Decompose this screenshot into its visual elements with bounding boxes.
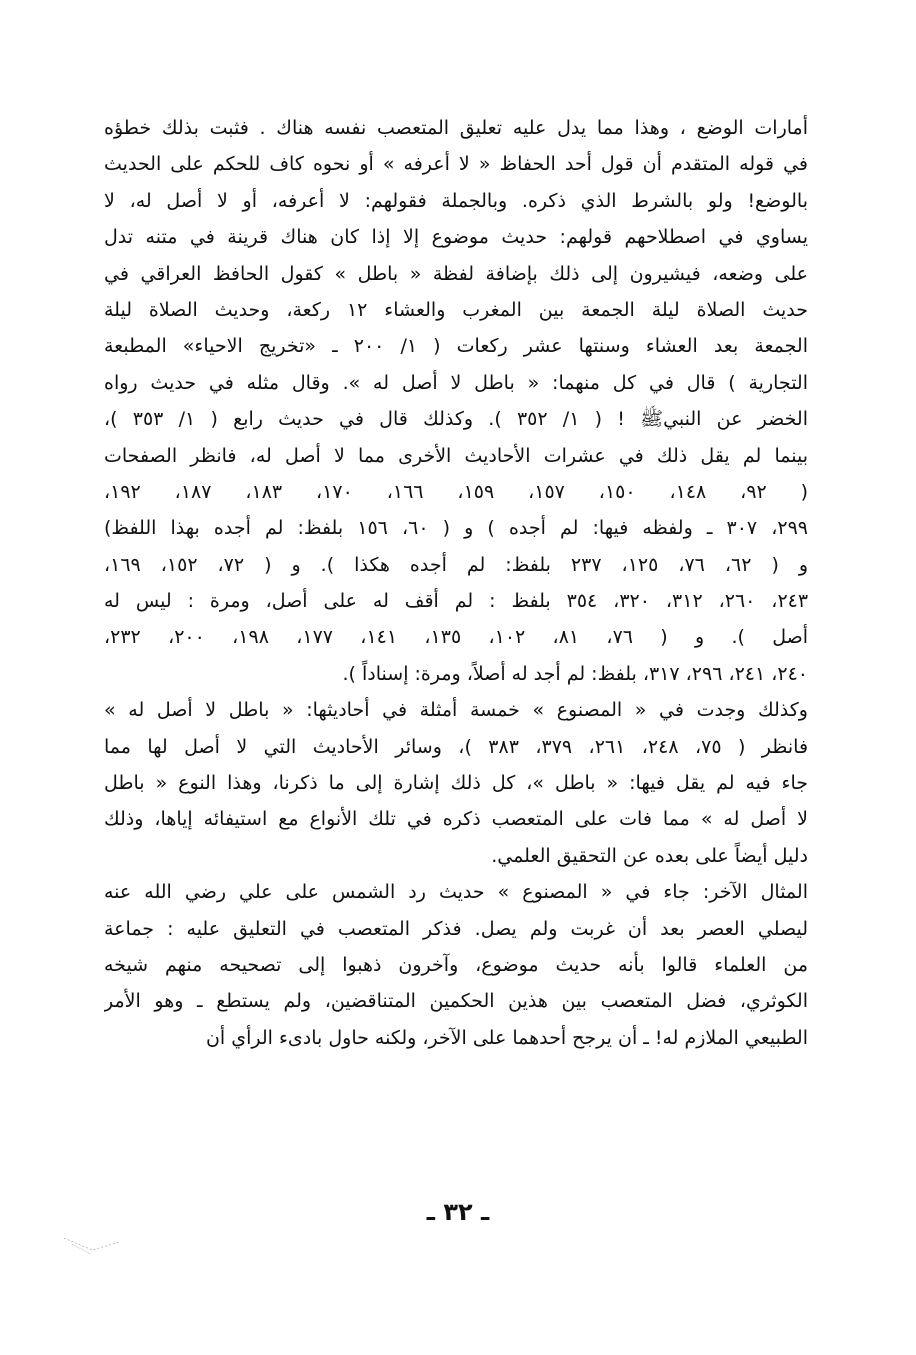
- text-line: حديث الصلاة ليلة الجمعة بين المغرب والعشاء ١٢ ركعة، وحديث الصلاة ليلة: [104, 298, 808, 321]
- text-line: المثال الآخر: جاء في « المصنوع » حديث رد الشمس على علي رضي الله عنه: [104, 881, 808, 904]
- text-line: يساوي في اصطلاحهم قولهم: حديث موضوع إلا إذا كان هناك قرينة في متنه تدل: [104, 226, 808, 249]
- text-line: وكذلك وجدت في « المصنوع » خمسة أمثلة في أحاديثها: « باطل لا أصل له »: [104, 699, 808, 722]
- text-line: ٢٤٣، ٢٦٠، ٣١٢، ٣٢٠، ٣٥٤ بلفظ : لم أقف له على أصل، ومرة : ليس له: [104, 590, 808, 613]
- text-line: بالوضع! ولو بالشرط الذي ذكره. وبالجملة فقولهم: لا أعرفه، أو لا أصل له، لا: [104, 189, 808, 212]
- page-number: ـ ٣٢ ـ: [426, 1198, 490, 1226]
- text-line: الطبيعي الملازم له! ـ أن يرجح أحدهما على الآخر، ولكنه حاول بادىء الرأي أن: [205, 1026, 808, 1049]
- text-line: جاء فيه لم يقل فيها: « باطل »، كل ذلك إشارة إلى ما ذكرنا، وهذا النوع « باطل: [104, 772, 808, 795]
- text-line: في قوله المتقدم أن قول أحد الحفاظ « لا أعرفه » أو نحوه كاف للحكم على الحديث: [104, 153, 808, 176]
- text-line: فانظر ( ٧٥، ٢٤٨، ٢٦١، ٣٧٩، ٣٨٣ )، وسائر الأحاديث التي لا أصل لها مما: [104, 735, 808, 758]
- text-line: التجارية ) قال في كل منهما: « باطل لا أصل له ». وقال مثله في حديث رواه: [104, 371, 808, 394]
- text-line: لا أصل له » مما فات على المتعصب ذكره في تلك الأنواع مع استيفائه إياها، وذلك: [104, 808, 808, 831]
- text-line: ٢٤٠، ٢٤١، ٢٩٦، ٣١٧، بلفظ: لم أجد له أصلاً، ومرة: إسناداً ).: [342, 662, 808, 685]
- text-line: من العلماء قالوا بأنه حديث موضوع، وآخرون ذهبوا إلى تصحيحه منهم شيخه: [104, 953, 808, 976]
- text-line: أصل ). و ( ٧٦، ٨١، ١٠٢، ١٣٥، ١٤١، ١٧٧، ١٩٨، ٢٠٠، ٢٣٢،: [104, 626, 808, 649]
- text-line: أمارات الوضع ، وهذا مما يدل عليه تعليق المتعصب نفسه هناك . فثبت بذلك خطؤه: [104, 117, 808, 139]
- main-text: [104, 110, 808, 1056]
- text-line: ( ٩٢، ١٤٨، ١٥٠، ١٥٧، ١٥٩، ١٦٦، ١٧٠، ١٨٣، ١٨٧، ١٩٢،: [104, 480, 808, 503]
- text-line: و ( ٦٢، ٧٦، ١٢٥، ٢٣٧ بلفظ: لم أجده هكذا ). و ( ٧٢، ١٥٢، ١٦٩،: [104, 553, 808, 576]
- text-line: الخضر عن النبيﷺ ! ( ١/ ٣٥٢ ). وكذلك قال في حديث رابع ( ١/ ٣٥٣ )،: [104, 408, 808, 431]
- scan-artifact-mark: [62, 1232, 122, 1272]
- paragraph: [104, 110, 808, 692]
- paragraph: [104, 692, 808, 874]
- text-line: بينما لم يقل ذلك في عشرات الأحاديث الأخرى مما لا أصل له، فانظر الصفحات: [104, 444, 808, 467]
- text-line: ٢٩٩، ٣٠٧ ـ ولفظه فيها: لم أجده ) و ( ٦٠، ١٥٦ بلفظ: لم أجده بهذا اللفظ): [104, 517, 808, 540]
- text-line: الجمعة بعد العشاء وسنتها عشر ركعات ( ١/ ٢٠٠ ـ «تخريج الاحياء» المطبعة: [104, 335, 808, 358]
- text-line: ليصلي العصر بعد أن غربت ولم يصل. فذكر المتعصب في التعليق عليه : جماعة: [104, 917, 808, 940]
- text-line: الكوثري، فضل المتعصب بين هذين الحكمين المتناقضين، ولم يستطع ـ وهو الأمر: [104, 990, 808, 1013]
- text-line: دليل أيضاً على بعده عن التحقيق العلمي.: [491, 844, 808, 867]
- paragraph: [104, 874, 808, 1056]
- text-line: على وضعه، فيشيرون إلى ذلك بإضافة لفظة « باطل » كقول الحافظ العراقي في: [104, 262, 808, 285]
